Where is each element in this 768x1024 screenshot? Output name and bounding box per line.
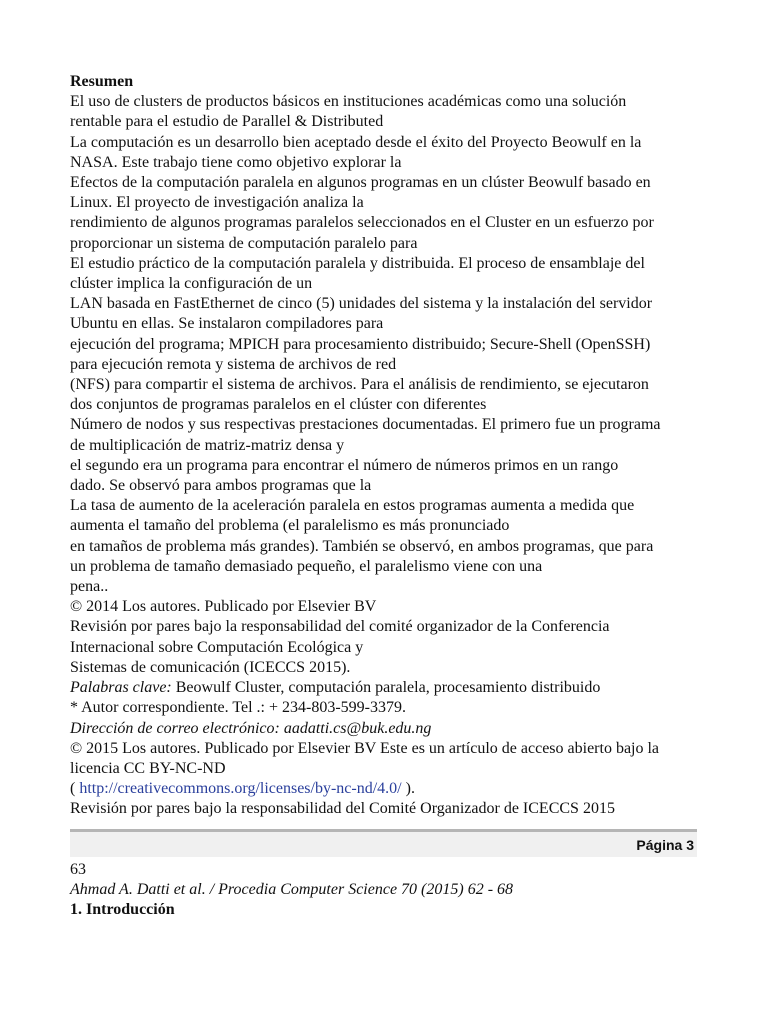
abstract-line: dado. Se observó para ambos programas que la bbox=[70, 477, 372, 495]
abstract-line: rentable para el estudio de Parallel & Distributed bbox=[70, 113, 384, 131]
license-close: ). bbox=[401, 780, 415, 798]
abstract-line: Revisión por pares bajo la responsabilidad del comité organizador de la Conferencia bbox=[70, 618, 610, 636]
abstract-line: Número de nodos y sus respectivas prestaciones documentadas. El primero fue un programa bbox=[70, 416, 661, 434]
review-line: Revisión por pares bajo la responsabilidad del Comité Organizador de ICECCS 2015 bbox=[70, 800, 615, 818]
page-number: 63 bbox=[70, 861, 86, 878]
abstract-line: Internacional sobre Computación Ecológica y bbox=[70, 638, 364, 656]
abstract-line: Linux. El proyecto de investigación analiza la bbox=[70, 194, 364, 212]
abstract-body bbox=[70, 92, 710, 678]
abstract-line: el segundo era un programa para encontrar el número de números primos en un rango bbox=[70, 456, 619, 474]
citation-line: Ahmad A. Datti et al. / Procedia Computer Science 70 (2015) 62 - 68 bbox=[70, 881, 514, 899]
license-link-line bbox=[70, 779, 710, 799]
next-page-start bbox=[70, 860, 710, 921]
abstract-line: Sistemas de comunicación (ICECCS 2015). bbox=[70, 658, 351, 676]
abstract-line: dos conjuntos de programas paralelos en el clúster con diferentes bbox=[70, 396, 487, 414]
section-heading: 1. Introducción bbox=[70, 901, 175, 919]
abstract-line: La computación es un desarrollo bien aceptado desde el éxito del Proyecto Beowulf en la bbox=[70, 133, 642, 151]
abstract-line: (NFS) para compartir el sistema de archivos. Para el análisis de rendimiento, se ejecutaron bbox=[70, 376, 649, 394]
email-line: Dirección de correo electrónico: aadatti.cs@buk.edu.ng bbox=[70, 719, 432, 737]
license-line-2: licencia CC BY-NC-ND bbox=[70, 759, 226, 777]
keywords-text: Beowulf Cluster, computación paralela, procesamiento distribuido bbox=[171, 679, 601, 697]
abstract-line: Ubuntu en ellas. Se instalaron compiladores para bbox=[70, 315, 384, 333]
abstract-line: El estudio práctico de la computación paralela y distribuida. El proceso de ensamblaje del bbox=[70, 254, 645, 272]
abstract-line: Efectos de la computación paralela en algunos programas en un clúster Beowulf basado en bbox=[70, 174, 651, 192]
abstract-line: un problema de tamaño demasiado pequeño, el paralelismo viene con una bbox=[70, 557, 543, 575]
abstract-line: para ejecución remota y sistema de archivos de red bbox=[70, 355, 397, 373]
keywords-label: Palabras clave: bbox=[70, 679, 172, 697]
abstract-line: NASA. Este trabajo tiene como objetivo explorar la bbox=[70, 153, 402, 171]
abstract-section bbox=[70, 72, 710, 820]
page-label: Página 3 bbox=[636, 837, 694, 853]
abstract-line: aumenta el tamaño del problema (el paralelismo es más pronunciado bbox=[70, 517, 510, 535]
abstract-heading: Resumen bbox=[70, 73, 134, 90]
corresponding-author: * Autor correspondiente. Tel .: + 234-803-599-3379. bbox=[70, 699, 406, 717]
abstract-line: © 2014 Los autores. Publicado por Elsevier BV bbox=[70, 598, 377, 616]
abstract-line: de multiplicación de matriz-matriz densa y bbox=[70, 436, 345, 454]
license-link[interactable]: http://creativecommons.org/licenses/by-nc-nd/4.0/ bbox=[79, 780, 402, 798]
abstract-line: ejecución del programa; MPICH para procesamiento distribuido; Secure-Shell (OpenSSH) bbox=[70, 335, 651, 353]
abstract-line: clúster implica la configuración de un bbox=[70, 275, 313, 293]
page-indicator-bar bbox=[70, 829, 697, 857]
abstract-line: LAN basada en FastEthernet de cinco (5) unidades del sistema y la instalación del servidor bbox=[70, 295, 653, 313]
abstract-line: El uso de clusters de productos básicos en instituciones académicas como una solución bbox=[70, 93, 627, 111]
page-band bbox=[70, 832, 697, 857]
abstract-line: La tasa de aumento de la aceleración paralela en estos programas aumenta a medida que bbox=[70, 497, 635, 515]
license-open: ( bbox=[70, 780, 80, 798]
abstract-line: pena.. bbox=[70, 578, 109, 596]
abstract-line: rendimiento de algunos programas paralelos seleccionados en el Cluster en un esfuerzo por bbox=[70, 214, 654, 232]
keywords-line bbox=[70, 678, 710, 698]
license-line-1: © 2015 Los autores. Publicado por Elsevier BV Este es un artículo de acceso abierto bajo la bbox=[70, 739, 660, 757]
abstract-line: en tamaños de problema más grandes). También se observó, en ambos programas, que para bbox=[70, 537, 654, 555]
abstract-line: proporcionar un sistema de computación paralelo para bbox=[70, 234, 418, 252]
